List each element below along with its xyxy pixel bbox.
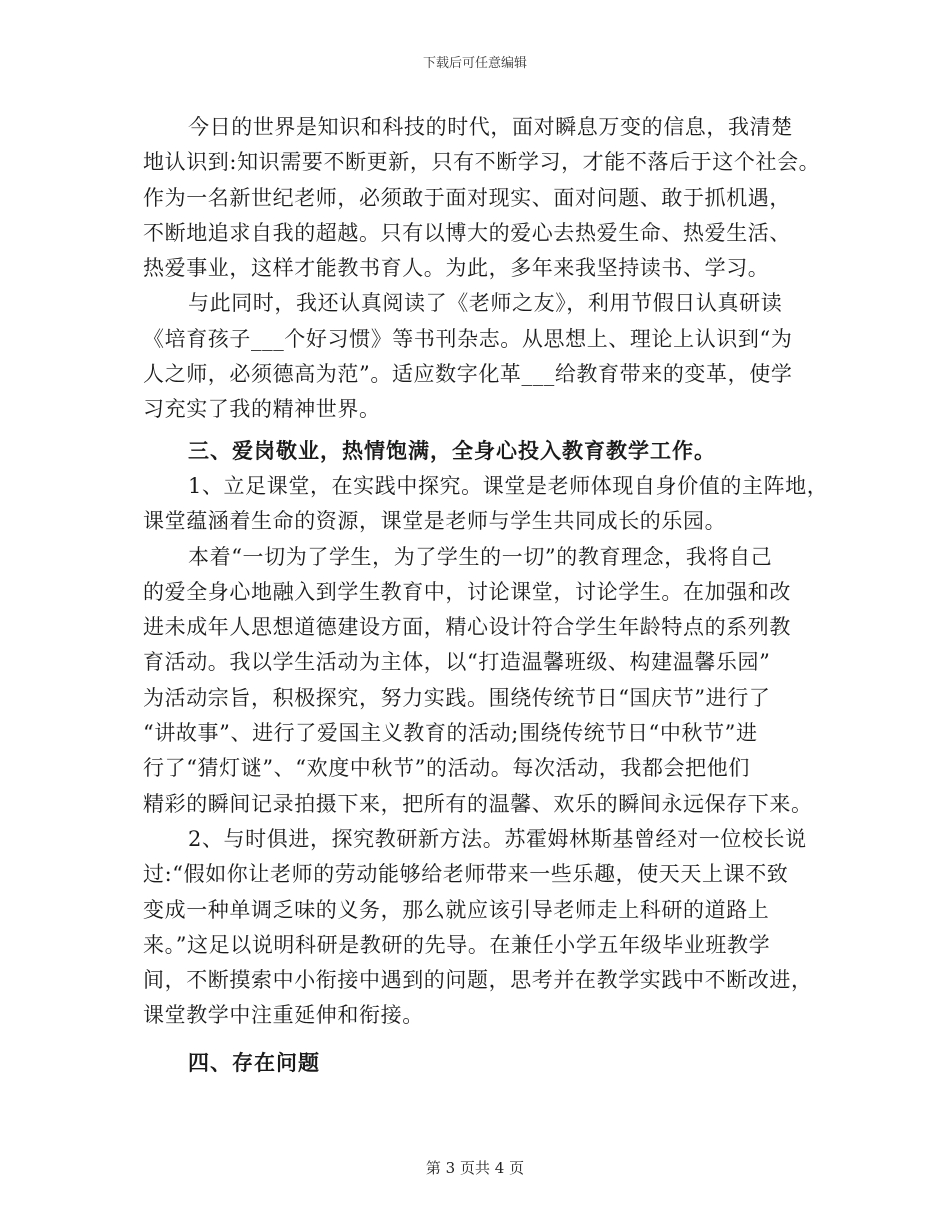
paragraph-line: 今日的世界是知识和科技的时代，面对瞬息万变的信息，我清楚 bbox=[188, 115, 793, 139]
paragraph-line: 本着“一切为了学生，为了学生的一切”的教育理念，我将自己 bbox=[188, 544, 773, 569]
paragraph-line: 不断地追求自我的超越。只有以博大的爱心去热爱生命、热爱生活、 bbox=[143, 220, 791, 245]
paragraph-line: 进未成年人思想道德建设方面，精心设计符合学生年龄特点的系列教 bbox=[143, 615, 791, 640]
paragraph-line: 人之师，必须德高为范”。适应数字化革___给教育带来的变革，使学 bbox=[143, 362, 793, 387]
paragraph-line: 作为一名新世纪老师，必须敢于面对现实、面对问题、敢于抓机遇， bbox=[143, 185, 791, 210]
paragraph-line: 精彩的瞬间记录拍摄下来，把所有的温馨、欢乐的瞬间永远保存下来。 bbox=[143, 791, 813, 816]
paragraph-line: 的爱全身心地融入到学生教育中，讨论课堂，讨论学生。在加强和改 bbox=[143, 579, 791, 604]
paragraph-line: 课堂教学中注重延伸和衔接。 bbox=[143, 1003, 424, 1028]
paragraph-line: 2、与时俱进，探究教研新方法。苏霍姆林斯基曾经对一位校长说 bbox=[188, 826, 807, 851]
paragraph-line: 与此同时，我还认真阅读了《老师之友》，利用节假日认真研读 bbox=[188, 291, 783, 316]
paragraph-line: 行了“猜灯谜”、“欢度中秋节”的活动。每次活动，我都会把他们 bbox=[143, 756, 750, 781]
paragraph-line: 育活动。我以学生活动为主体，以“打造温馨班级、构建温馨乐园” bbox=[143, 650, 771, 675]
paragraph-line: “讲故事”、进行了爱国主义教育的活动;围绕传统节日“中秋节”进 bbox=[143, 721, 758, 746]
document-body bbox=[143, 110, 829, 1081]
paragraph-line: 1、立足课堂，在实践中探究。课堂是老师体现自身价值的主阵地， bbox=[188, 473, 829, 498]
paragraph-line: 间，不断摸索中小衔接中遇到的问题，思考并在教学实践中不断改进， bbox=[143, 968, 813, 993]
paragraph-line: 来。”这足以说明科研是教研的先导。在兼任小学五年级毕业班教学 bbox=[143, 932, 771, 957]
page-header: 下载后可任意编辑 bbox=[422, 56, 527, 71]
section-heading: 四、存在问题 bbox=[188, 1050, 320, 1075]
paragraph-line: 热爱事业，这样才能教书育人。为此，多年来我坚持读书、学习。 bbox=[143, 256, 770, 281]
section-heading: 三、爱岗敬业，热情饱满，全身心投入教育教学工作。 bbox=[188, 438, 716, 463]
page-footer: 第 3 页共 4 页 bbox=[425, 1159, 525, 1177]
paragraph-line: 为活动宗旨，积极探究，努力实践。围绕传统节日“国庆节”进行了 bbox=[143, 685, 771, 710]
paragraph-line: 习充实了我的精神世界。 bbox=[143, 397, 381, 422]
paragraph-line: 变成一种单调乏味的义务，那么就应该引导老师走上科研的道路上 bbox=[143, 897, 770, 922]
paragraph-line: 地认识到:知识需要不断更新，只有不断学习，才能不落后于这个社会。 bbox=[143, 150, 821, 175]
paragraph-line: 课堂蕴涵着生命的资源，课堂是老师与学生共同成长的乐园。 bbox=[143, 509, 727, 534]
paragraph-line: 《培育孩子___个好习惯》等书刊杂志。从思想上、理论上认识到“为 bbox=[143, 326, 793, 351]
paragraph-line: 过:“假如你让老师的劳动能够给老师带来一些乐趣，使天天上课不致 bbox=[143, 862, 789, 887]
